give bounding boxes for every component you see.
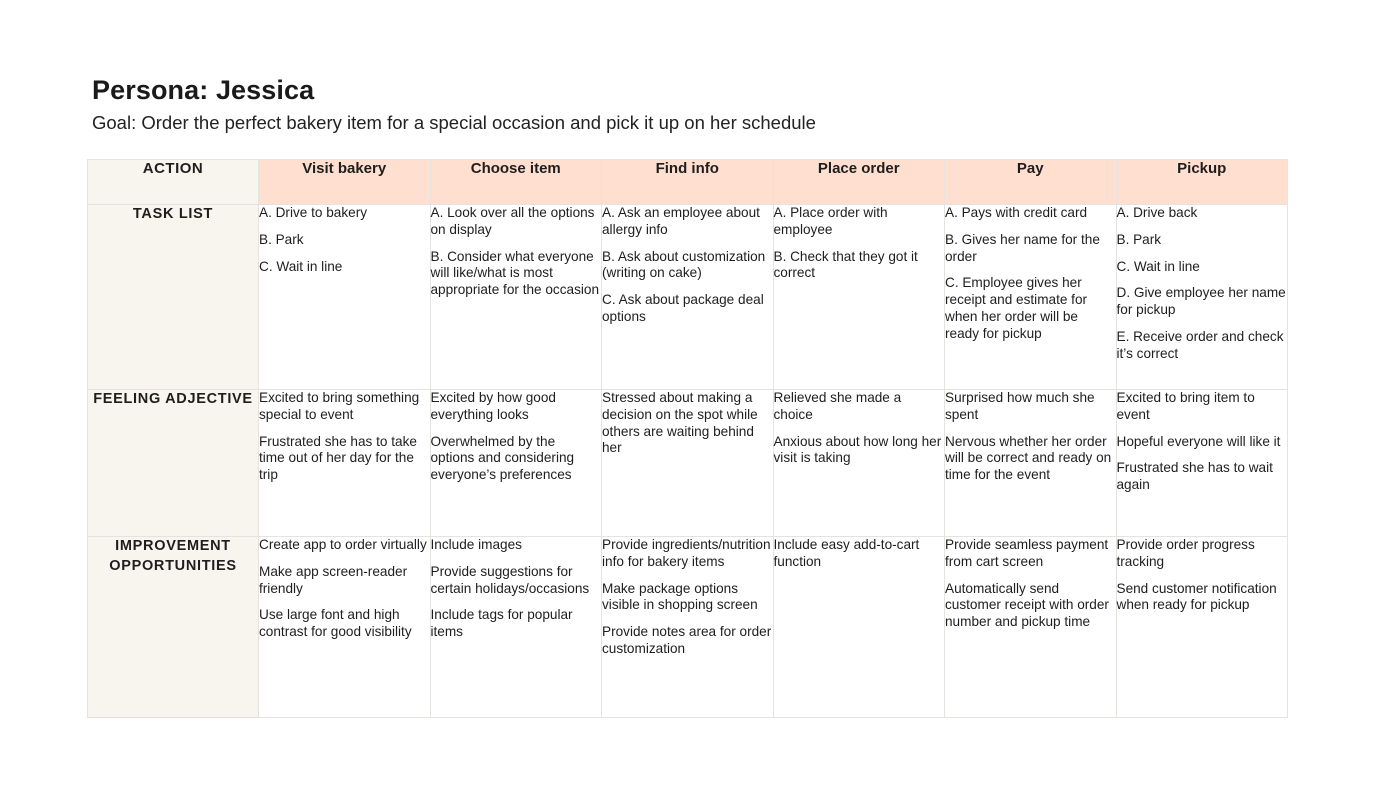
stage-cell [773, 205, 945, 390]
cell-item: Provide suggestions for certain holidays/occasions [430, 563, 590, 596]
feeling-row [88, 390, 1288, 537]
cell-item: A. Place order with employee [773, 205, 888, 237]
stage-header: Visit bakery [259, 160, 431, 205]
cell-item: C. Wait in line [1116, 258, 1200, 274]
cell-item: B. Consider what everyone will like/what is most appropriate for the occasion [430, 248, 600, 298]
stage-cell [1116, 205, 1288, 390]
cell-item: B. Park [1116, 231, 1162, 247]
cell-item: Excited to bring item to event [1116, 390, 1255, 422]
cell-item: Excited by how good everything looks [430, 390, 556, 422]
stage-cell [259, 390, 431, 537]
cell-item: C. Ask about package deal options [602, 292, 764, 324]
cell-item: A. Drive to bakery [259, 205, 368, 220]
stage-cell [773, 537, 945, 718]
stage-cell [945, 390, 1117, 537]
cell-item: Provide order progress tracking [1116, 537, 1255, 569]
stage-cell [430, 390, 602, 537]
journey-map-table [87, 159, 1288, 718]
improvement-row [88, 537, 1288, 718]
stage-header: Pickup [1116, 160, 1288, 205]
row-label: TASK LIST [88, 205, 259, 390]
persona-goal: Goal: Order the perfect bakery item for a special occasion and pick it up on her schedule [92, 112, 816, 133]
cell-item: Include tags for popular items [430, 607, 573, 640]
cell-item: B. Gives her name for the order [945, 231, 1100, 264]
row-label: IMPROVEMENT OPPORTUNITIES [88, 537, 259, 718]
stage-cell [602, 205, 774, 390]
cell-item: Excited to bring something special to event [259, 390, 420, 422]
task-list-row [88, 205, 1288, 390]
cell-item: Frustrated she has to take time out of her day for the trip [259, 433, 417, 483]
cell-item: A. Ask an employee about allergy info [602, 205, 760, 237]
stage-header-row [88, 160, 1288, 205]
cell-item: C. Employee gives her receipt and estimate for when her order will be ready for pickup [945, 275, 1088, 341]
stage-cell [1116, 537, 1288, 718]
stage-cell [259, 537, 431, 718]
cell-item: Make package options visible in shopping screen [602, 580, 758, 613]
cell-item: Surprised how much she spent [945, 390, 1095, 422]
stage-cell [259, 205, 431, 390]
page-title: Persona: Jessica [92, 75, 315, 105]
stage-cell [602, 390, 774, 537]
cell-item: B. Ask about customization (writing on cake) [602, 248, 766, 281]
cell-item: E. Receive order and check it’s correct [1116, 328, 1284, 361]
cell-item: A. Look over all the options on display [430, 205, 595, 237]
cell-item: B. Park [259, 231, 304, 247]
cell-item: Provide seamless payment from cart screen [945, 537, 1109, 569]
cell-item: Use large font and high contrast for good visibility [259, 607, 412, 640]
cell-item: Relieved she made a choice [773, 390, 902, 422]
cell-item: Provide ingredients/nutrition info for bakery items [602, 537, 771, 569]
stage-header: Place order [773, 160, 945, 205]
cell-item: Include easy add-to-cart function [773, 537, 920, 569]
stage-header: Choose item [430, 160, 602, 205]
stage-cell [945, 205, 1117, 390]
action-header: ACTION [88, 160, 259, 205]
cell-item: C. Wait in line [259, 258, 343, 274]
cell-item: Send customer notification when ready for pickup [1116, 580, 1277, 613]
cell-item: A. Pays with credit card [945, 205, 1088, 220]
stage-header: Find info [602, 160, 774, 205]
cell-item: Hopeful everyone will like it [1116, 433, 1281, 449]
cell-item: Overwhelmed by the options and considering everyone’s preferences [430, 433, 575, 483]
cell-item: Create app to order virtually [259, 537, 427, 552]
cell-item: A. Drive back [1116, 205, 1198, 220]
cell-item: Provide notes area for order customization [602, 624, 772, 656]
cell-item: B. Check that they got it correct [773, 248, 918, 281]
cell-item: Make app screen-reader friendly [259, 563, 408, 596]
cell-item: Include images [430, 537, 522, 552]
cell-item: Nervous whether her order will be correct and ready on time for the event [945, 433, 1112, 483]
stage-cell [945, 537, 1117, 718]
row-label: FEELING ADJECTIVE [88, 390, 259, 537]
cell-item: D. Give employee her name for pickup [1116, 285, 1286, 318]
stage-cell [773, 390, 945, 537]
stage-cell [430, 205, 602, 390]
stage-cell [602, 537, 774, 718]
stage-cell [430, 537, 602, 718]
stage-cell [1116, 390, 1288, 537]
cell-item: Automatically send customer receipt with order number and pickup time [945, 580, 1109, 630]
cell-item: Anxious about how long her visit is taking [773, 433, 942, 466]
stage-header: Pay [945, 160, 1117, 205]
cell-item: Frustrated she has to wait again [1116, 460, 1273, 493]
cell-item: Stressed about making a decision on the spot while others are waiting behind her [602, 390, 758, 456]
